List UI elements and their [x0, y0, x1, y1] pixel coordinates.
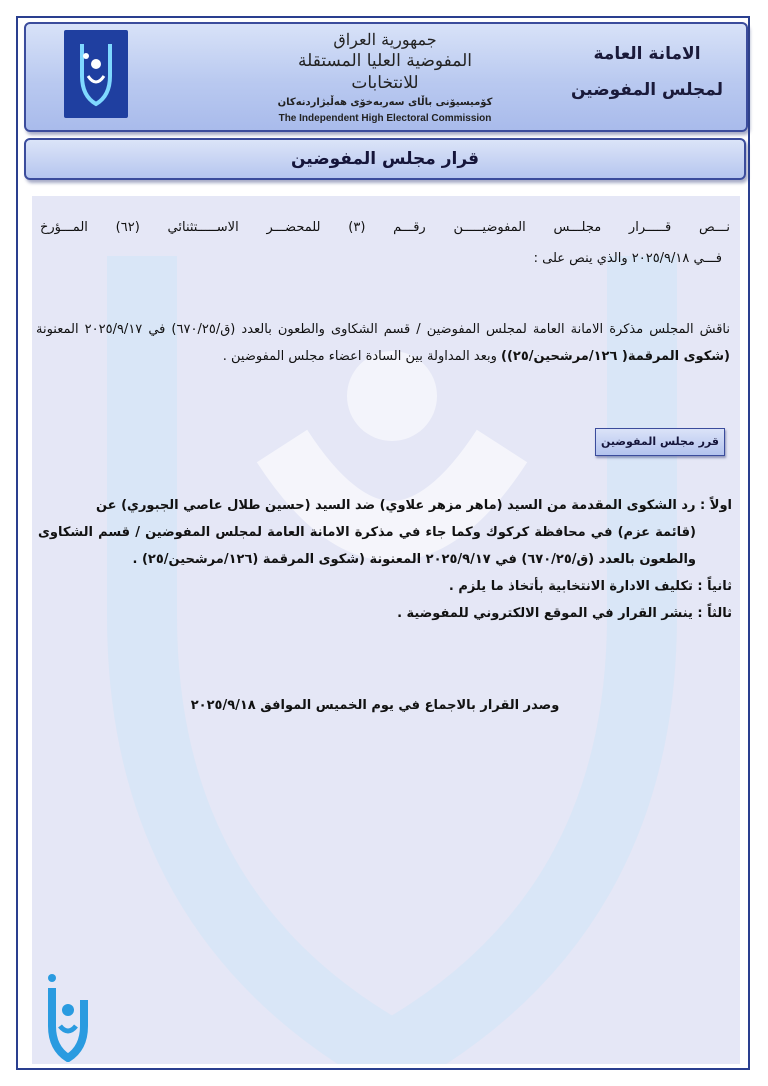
item-second: ثانياً : تكليف الادارة الانتخابية بأتخاذ ما يلزم . [448, 579, 732, 594]
complaint-reference: (شكوى المرقمة( ١٢٦/مرشحين/٢٥)) [501, 349, 730, 364]
secretariat-line1: الامانة العامة [593, 44, 701, 64]
decision-label: قرر مجلس المفوضين [595, 428, 725, 456]
discussion-part-1: ناقش المجلس مذكرة الامانة العامة لمجلس المفوضين / قسم الشكاوى والطعون بالعدد (ق/٦٧٠/٢٥) في ٢٠٢٥/٩/١٧ المعنونة [36, 322, 730, 337]
commission-name-arabic: المفوضية العليا المستقلة للانتخابات [297, 51, 472, 93]
commission-name-english: The Independent High Electoral Commission [278, 113, 492, 124]
ihec-footer-logo-icon [38, 970, 98, 1066]
ihec-logo-icon [64, 30, 128, 118]
discussion-paragraph [36, 316, 730, 370]
discussion-part-2: وبعد المداولة بين السادة اعضاء مجلس المفوضين . [222, 349, 502, 364]
item-first [96, 498, 732, 513]
commission-name-block [270, 30, 500, 126]
intro-line-2: فـــي ٢٠٢٥/٩/١٨ والذي ينص على : [533, 251, 722, 266]
commission-name-kurdish: كۆمیسیۆنی باڵای سەربەخۆی هەڵبژاردنەکان [277, 97, 493, 108]
page-title: قرار مجلس المفوضين [24, 138, 746, 180]
closing-statement: وصدر القرار بالاجماع في يوم الخميس الموافق ٢٠٢٥/٩/١٨ [190, 698, 560, 713]
intro-line-1: نـــص قـــــرار مجلـــس المفوضيـــــن رقـــم (٣) للمحضـــر الاســـــتثنائي (٦٢) المـــؤرخ [40, 220, 730, 235]
decision-items [38, 492, 732, 627]
item-first-continued: (قائمة عزم) في محافظة كركوك وكما جاء في مذكرة الامانة العامة لمجلس المفوضين / قسم الشكاوى والطعون بالعدد (ق/٦٧٠/٢٥) في ٢٠٢٥/٩/١٧ المعنونة (شكوى المرقمة (١٢٦/مرشحين/٢٥) . [38, 525, 696, 567]
republic-name: جمهورية العراق [333, 30, 437, 49]
secretariat-label [562, 36, 732, 108]
item-third: ثالثاً : ينشر القرار في الموقع الالكتروني للمفوضية . [397, 606, 732, 621]
item-first-line: اولاً : رد الشكوى المقدمة من السيد (ماهر مزهر علاوي) ضد السيد (حسين طلال عاصي الجبوري) عن [95, 498, 732, 513]
secretariat-line2: لمجلس المفوضين [570, 80, 724, 100]
